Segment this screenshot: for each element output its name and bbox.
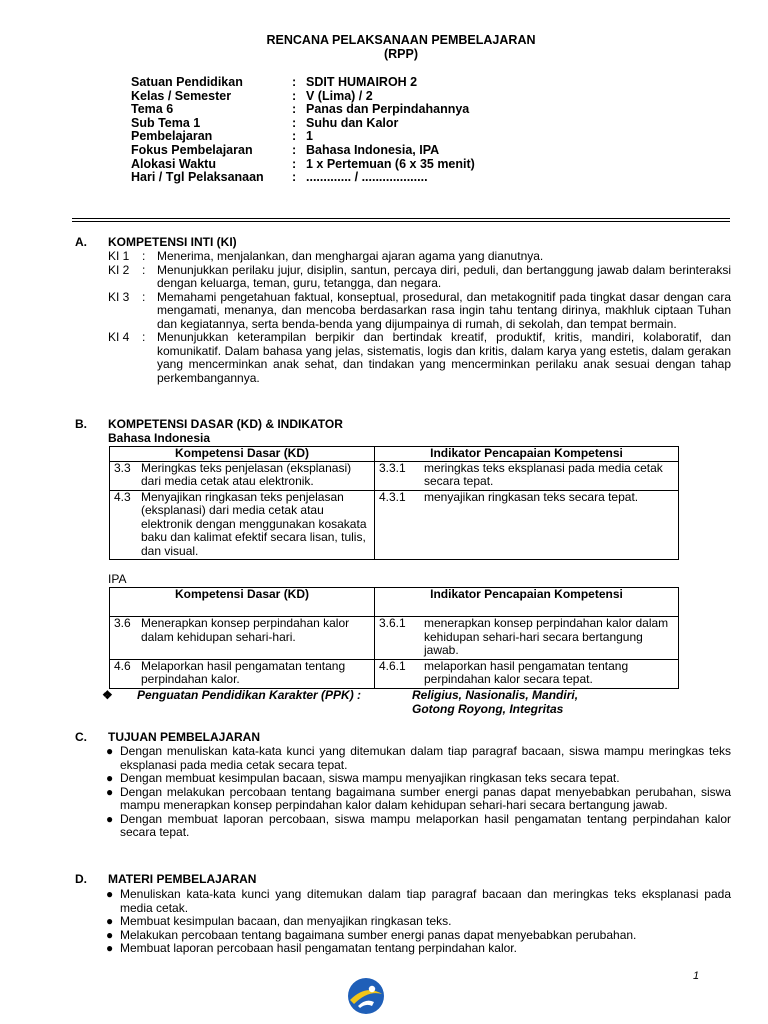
identity-value: ............. / ................... xyxy=(306,170,428,185)
identity-label: Alokasi Waktu xyxy=(131,156,216,171)
list-item-text: Dengan membuat kesimpulan bacaan, siswa mampu menyajikan ringkasan teks secara tepat. xyxy=(120,771,620,785)
ki-code: KI 3 xyxy=(108,289,130,304)
identity-row xyxy=(131,130,475,144)
indicator-entry xyxy=(379,462,675,489)
identity-colon: : xyxy=(292,142,297,157)
identity-label: Fokus Pembelajaran xyxy=(131,142,253,157)
identity-row xyxy=(131,171,475,185)
identity-row xyxy=(131,90,475,104)
indicator-cell xyxy=(375,461,679,490)
identity-row xyxy=(131,158,475,172)
list-item xyxy=(106,813,731,840)
identity-label: Satuan Pendidikan xyxy=(131,75,243,89)
ki-item xyxy=(108,331,731,385)
list-item-text: Menuliskan kata-kata kunci yang ditemukan dalam tiap paragraf bacaan dan meringkas teks eksplanasi pada media cetak. xyxy=(120,887,731,915)
kd-table-ipa xyxy=(109,587,679,689)
list-item-text: Dengan membuat laporan percobaan, siswa mampu melaporkan hasil pengamatan tentang perpindahan kalor secara tepat. xyxy=(120,811,731,839)
indicator-number: 4.6.1 xyxy=(379,658,406,673)
ki-code: KI 4 xyxy=(108,330,130,344)
identity-colon: : xyxy=(292,156,297,171)
list-item-text: Dengan melakukan percobaan tentang bagaimana sumber energi panas dapat menyebabkan perubahan, siswa mampu menerapkan konsep perpindahan kalor dalam kehidupan sehari-hari secara bertangung jawab. xyxy=(120,784,731,812)
bullet-icon: ● xyxy=(106,784,114,799)
kd-entry xyxy=(114,660,371,687)
identity-colon: : xyxy=(292,170,297,185)
bullet-icon: ● xyxy=(106,887,114,901)
identity-row xyxy=(131,117,475,131)
ki-text: Menerima, menjalankan, dan menghargai ajaran agama yang dianutnya. xyxy=(157,249,544,263)
ki-colon: : xyxy=(142,330,146,344)
document-subtitle: (RPP) xyxy=(383,47,419,61)
indicator-header: Indikator Pencapaian Kompetensi xyxy=(375,447,679,462)
kd-table-row xyxy=(110,659,679,688)
ki-colon: : xyxy=(142,262,146,277)
indicator-entry xyxy=(379,617,675,658)
divider-line xyxy=(72,218,730,219)
section-a-title: KOMPETENSI INTI (KI) xyxy=(108,235,237,249)
kd-cell xyxy=(110,617,375,660)
identity-value: V (Lima) / 2 xyxy=(306,88,373,103)
indicator-number: 3.6.1 xyxy=(379,616,406,630)
document-title: RENCANA PELAKSANAAN PEMBELAJARAN xyxy=(266,33,536,47)
identity-row xyxy=(131,144,475,158)
indicator-number: 3.3.1 xyxy=(379,460,406,475)
identity-colon: : xyxy=(292,115,297,130)
ppk-values xyxy=(412,689,652,716)
section-b-title: KOMPETENSI DASAR (KD) & INDIKATOR xyxy=(108,417,343,431)
kd-table-row xyxy=(110,617,679,660)
identity-label: Sub Tema 1 xyxy=(131,115,201,130)
list-item xyxy=(106,745,731,772)
kd-header: Kompetensi Dasar (KD) xyxy=(110,447,375,462)
indicator-entry xyxy=(379,660,675,687)
identity-block xyxy=(131,76,475,185)
kd-entry xyxy=(114,491,371,559)
bullet-icon: ● xyxy=(106,914,114,928)
bullet-icon: ● xyxy=(106,811,114,826)
identity-value: Suhu dan Kalor xyxy=(306,115,399,130)
bullet-icon: ● xyxy=(106,941,114,955)
section-a-letter: A. xyxy=(75,235,87,249)
ki-text: Memahami pengetahuan faktual, konseptual, prosedural, dan metakognitif pada tingkat dasar dengan cara mengamati, menanya, dan mencoba berdasarkan rasa ingin tahu tentang dirinya, makhluk ciptaan Tuhan dan kegiatannya, serta benda-benda yang dijumpainya di rumah, di sekolah, dan tempat bermain. xyxy=(157,289,731,331)
identity-colon: : xyxy=(292,88,297,103)
diamond-bullet-icon: ❖ xyxy=(102,688,113,702)
materi-list xyxy=(106,888,731,956)
kd-text: Menyajikan ringkasan teks penjelasan (eksplanasi) dari media cetak atau elektronik dengan menggunakan kosakata baku dan kalimat efektif secara lisan, tulis, dan visual. xyxy=(141,489,367,558)
page-number: 1 xyxy=(693,970,700,982)
identity-value: 1 x Pertemuan (6 x 35 menit) xyxy=(306,156,475,171)
ki-text: Menunjukkan keterampilan berpikir dan bertindak kreatif, produktif, kritis, mandiri, kolaboratif, dan komunikatif. Dalam bahasa yang jelas, sistematis, logis dan kritis, dalam karya yang estetis, dalam gerakan yang mencerminkan anak sehat, dan tindakan yang mencerminkan perilaku anak sesuai dengan tahap perkembangannya. xyxy=(157,330,731,385)
divider-line xyxy=(72,221,730,222)
bullet-icon: ● xyxy=(106,927,114,942)
ki-colon: : xyxy=(142,289,146,304)
indicator-cell xyxy=(375,617,679,660)
list-item-text: Membuat kesimpulan bacaan, dan menyajikan ringkasan teks. xyxy=(120,914,452,928)
list-item xyxy=(106,942,731,956)
kd-number: 4.6 xyxy=(114,658,131,673)
identity-row xyxy=(131,103,475,117)
kd-header: Kompetensi Dasar (KD) xyxy=(110,588,375,617)
kd-text: Melaporkan hasil pengamatan tentang perpindahan kalor. xyxy=(141,658,346,686)
tujuan-list xyxy=(106,745,731,840)
kd-table-row xyxy=(110,461,679,490)
bullet-icon: ● xyxy=(106,771,114,785)
identity-label: Kelas / Semester xyxy=(131,88,232,103)
school-logo-icon xyxy=(346,976,386,1016)
kd-number: 4.3 xyxy=(114,489,131,504)
ipa-label: IPA xyxy=(108,572,127,586)
indicator-header: Indikator Pencapaian Kompetensi xyxy=(375,588,679,617)
kd-cell xyxy=(110,461,375,490)
ki-code: KI 1 xyxy=(108,249,130,263)
indicator-text: menyajikan ringkasan teks secara tepat. xyxy=(424,489,639,504)
identity-label: Pembelajaran xyxy=(131,129,213,144)
kd-cell xyxy=(110,659,375,688)
kd-cell xyxy=(110,490,375,560)
ppk-values-line: Gotong Royong, Integritas xyxy=(412,701,564,716)
ppk-block xyxy=(102,689,652,716)
identity-value: Panas dan Perpindahannya xyxy=(306,102,470,117)
ki-colon: : xyxy=(142,249,146,263)
list-item xyxy=(106,888,731,915)
kd-entry xyxy=(114,617,371,644)
ki-item xyxy=(108,250,731,264)
section-d-letter: D. xyxy=(75,872,87,886)
identity-colon: : xyxy=(292,102,297,117)
kd-text: Menerapkan konsep perpindahan kalor dalam kehidupan sehari-hari. xyxy=(141,616,350,644)
ki-item xyxy=(108,264,731,291)
ki-code: KI 2 xyxy=(108,262,130,277)
indicator-text: meringkas teks eksplanasi pada media cetak secara tepat. xyxy=(424,460,663,488)
list-item-text: Dengan menuliskan kata-kata kunci yang ditemukan dalam tiap paragraf bacaan, siswa mampu meringkas teks eksplanasi pada media cetak secara tepat. xyxy=(120,744,731,772)
list-item xyxy=(106,772,731,786)
bullet-icon: ● xyxy=(106,744,114,758)
kd-text: Meringkas teks penjelasan (eksplanasi) dari media cetak atau elektronik. xyxy=(141,460,352,488)
ki-text: Menunjukkan perilaku jujur, disiplin, santun, percaya diri, peduli, dan bertanggung jawab dalam berinteraksi dengan keluarga, teman, guru, tetangga, dan negara. xyxy=(157,262,731,290)
kd-entry xyxy=(114,462,371,489)
ppk-label: Penguatan Pendidikan Karakter (PPK) : xyxy=(137,688,362,702)
indicator-text: menerapkan konsep perpindahan kalor dalam kehidupan sehari-hari secara bertangung jawab. xyxy=(424,616,669,657)
indicator-entry xyxy=(379,491,675,505)
identity-value: Bahasa Indonesia, IPA xyxy=(306,142,440,157)
kd-table-bahasa xyxy=(109,446,679,560)
indicator-cell xyxy=(375,659,679,688)
identity-colon: : xyxy=(292,75,297,89)
section-d-title: MATERI PEMBELAJARAN xyxy=(108,872,257,886)
list-item-text: Melakukan percobaan tentang bagaimana sumber energi panas dapat menyebabkan perubahan. xyxy=(120,927,637,942)
identity-label: Hari / Tgl Pelaksanaan xyxy=(131,170,264,185)
indicator-number: 4.3.1 xyxy=(379,489,406,504)
section-c-letter: C. xyxy=(75,730,87,744)
ki-list xyxy=(108,250,731,385)
section-c-title: TUJUAN PEMBELAJARAN xyxy=(108,730,261,744)
kd-table-row xyxy=(110,490,679,560)
identity-value: SDIT HUMAIROH 2 xyxy=(306,75,418,89)
list-item-text: Membuat laporan percobaan hasil pengamatan tentang perpindahan kalor. xyxy=(120,941,517,955)
list-item xyxy=(106,915,731,929)
indicator-cell xyxy=(375,490,679,560)
list-item xyxy=(106,929,731,943)
ppk-values-line: Religius, Nasionalis, Mandiri, xyxy=(412,688,579,702)
identity-label: Tema 6 xyxy=(131,102,174,117)
bahasa-indonesia-label: Bahasa Indonesia xyxy=(108,431,211,445)
identity-row xyxy=(131,76,475,90)
kd-number: 3.6 xyxy=(114,616,131,630)
section-b-letter: B. xyxy=(75,417,87,431)
identity-colon: : xyxy=(292,129,297,144)
list-item xyxy=(106,786,731,813)
indicator-text: melaporkan hasil pengamatan tentang perpindahan kalor secara tepat. xyxy=(424,658,629,686)
kd-number: 3.3 xyxy=(114,460,131,475)
ki-item xyxy=(108,291,731,332)
identity-value: 1 xyxy=(306,129,313,144)
